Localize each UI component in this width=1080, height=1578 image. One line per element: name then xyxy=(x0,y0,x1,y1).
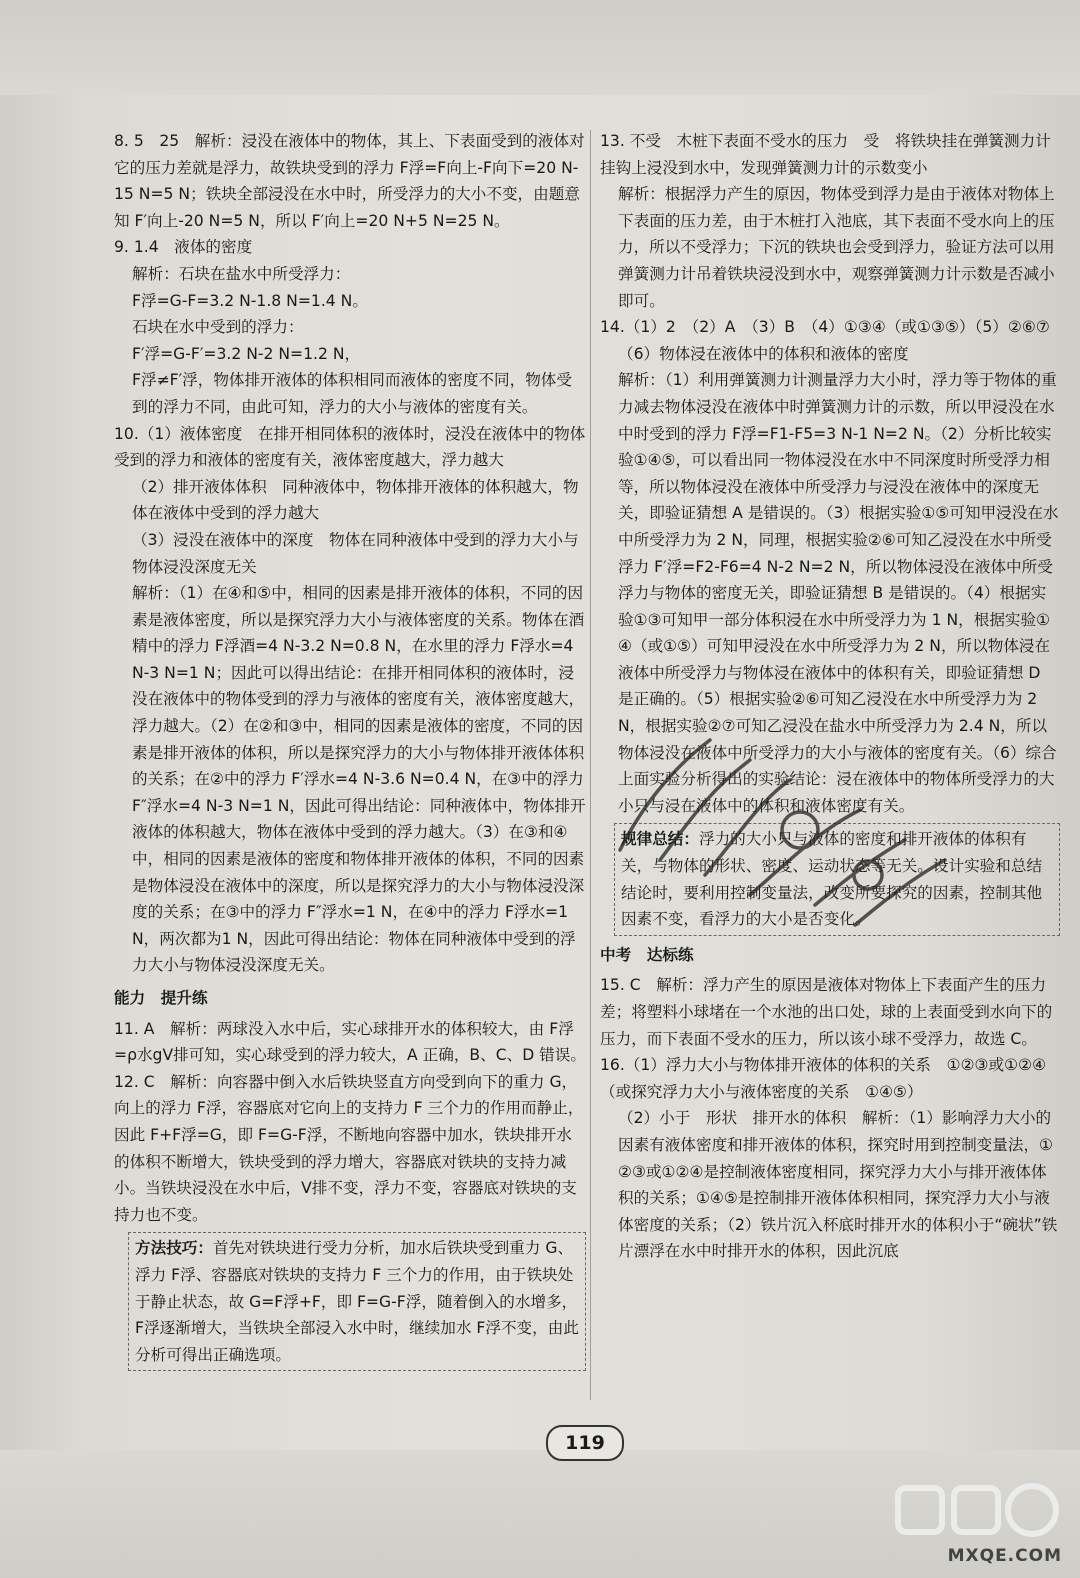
watermark-logo xyxy=(880,1480,1070,1570)
page-number: 119 xyxy=(546,1425,624,1461)
method-tip-tag: 方法技巧： xyxy=(135,1239,213,1258)
answer-16-part-1: 16.（1）浮力大小与物体排开液体的体积的关系 ①②③或①②④（或探究浮力大小与液体密度的关系 ①④⑤） xyxy=(600,1056,1047,1101)
page-top-edge xyxy=(0,0,1080,95)
section-heading-ability: 能力 提升练 xyxy=(114,989,208,1007)
watermark-url: MXQE.COM xyxy=(947,1546,1062,1566)
answer-9-line-2: F浮=G-F=3.2 N-1.8 N=1.4 N。 xyxy=(132,291,368,310)
answer-14-part-6: （6）物体浸在液体中的体积和液体的密度 xyxy=(618,344,909,363)
answer-16-part-2: （2）小于 形状 排开水的体积 解析：（1）影响浮力大小的因素有液体密度和排开液体的体积，探究时用到控制变量法，①②③或①②④是控制液体密度相同，探究浮力大小与排开液体体积的关系；①④⑤是控制排开液体体积相同，探究浮力大小与液体密度的关系；（2）铁片沉入杯底时排开水的体积小于“碗状”铁片漂浮在水中时排开水的体积，因此沉底 xyxy=(618,1109,1058,1261)
answer-11: 11. A 解析：两球没入水中后，实心球排开水的体积较大，由 F浮=ρ水gV排可知，实心球受到的浮力较大，A 正确，B、C、D 错误。 xyxy=(114,1019,586,1065)
answer-13: 13. 不受 木桩下表面不受水的压力 受 将铁块挂在弹簧测力计挂钩上浸没到水中，发现弹簧测力计的示数变小 xyxy=(600,132,1051,177)
answer-13-analysis: 解析：根据浮力产生的原因，物体受到浮力是由于液体对物体上下表面的压力差，由于木桩打入池底，其下表面不受水向上的压力，所以不受浮力；下沉的铁块也会受到浮力，验证方法可以用弹簧测力计吊着铁块浸没到水中，观察弹簧测力计示数是否减小即可。 xyxy=(618,185,1055,310)
column-divider xyxy=(590,130,591,1400)
rule-summary-box xyxy=(614,823,1060,935)
answer-9-head: 9. 1.4 液体的密度 xyxy=(114,238,253,257)
answer-9-line-1: 解析：石块在盐水中所受浮力： xyxy=(132,264,351,283)
answer-12: 12. C 解析：向容器中倒入水后铁块竖直方向受到向下的重力 G，向上的浮力 F浮，容器底对它向上的支持力 F 三个力的作用而静止，因此 F+F浮=G，即 F=G-F浮，不断地向容器中加水，铁块排开水的体积不断增大，铁块受到的浮力增大，容器底对铁块的支持力减小。当铁块浸没在水中后，V排不变，浮力不变，容器底对铁块的支持力也不变。 xyxy=(114,1072,584,1224)
left-column xyxy=(114,128,589,1375)
answer-14: 14.（1）2 （2）A （3）B （4）①③④（或①③⑤）（5）②⑥⑦ xyxy=(600,318,1050,337)
rule-summary-tag: 规律总结： xyxy=(621,830,699,849)
answer-10-part-2: （2）排开液体体积 同种液体中，物体排开液体的体积越大，物体在液体中受到的浮力越大 xyxy=(132,477,579,523)
answer-10-analysis: 解析：（1）在④和⑤中，相同的因素是排开液体的体积，不同的因素是液体密度，所以是探究浮力大小与液体密度的关系。物体在酒精中的浮力 F浮酒=4 N-3.2 N=0.8 N，在水里的浮力 F浮水=4 N-3 N=1 N；因此可以得出结论：在排开相同体积的液体时，浸没在液体中的物体受到的浮力与液体的密度有关，液体密度越大，浮力越大。（2）在②和③中，相同的因素是液体的密度，不同的因素是排开液体的体积，所以是探究浮力的大小与物体排开液体体积的关系；在②中的浮力 F′浮水=4 N-3.6 N=0.4 N，在③中的浮力 F″浮水=4 N-3 N=1 N，因此可得出结论：同种液体中，物体排开液体的体积越大，物体在液体中受到的浮力越大。（3）在③和④中，相同的因素是液体的密度和物体排开液体的体积，不同的因素是物体浸没在液体中的深度，所以是探究浮力的大小与物体浸没深度的关系；在③中的浮力 F″浮水=1 N，在④中的浮力 F浮水=1 N，两次都为1 N，因此可得出结论：物体在同种液体中受到的浮力大小与物体浸没深度无关。 xyxy=(132,584,589,975)
rule-summary-body: 浮力的大小只与液体的密度和排开液体的体积有关，与物体的形状、密度、运动状态等无关。设计实验和总结结论时，要利用控制变量法，改变所要探究的因素，控制其他因素不变，看浮力的大小是否变化。 xyxy=(621,830,1043,929)
method-tip-box xyxy=(128,1232,586,1371)
answer-10-part-1: 10.（1）液体密度 在排开相同体积的液体时，浸没在液体中的物体受到的浮力和液体的密度有关，液体密度越大，浮力越大 xyxy=(114,424,586,470)
logo-graphic-icon xyxy=(880,1480,1070,1544)
answer-9-line-5: F浮≠F′浮，物体排开液体的体积相同而液体的密度不同，物体受到的浮力不同，由此可知，浮力的大小与液体的密度有关。 xyxy=(132,371,572,416)
answer-9-line-3: 石块在水中受到的浮力： xyxy=(132,318,304,337)
answer-10-part-3: （3）浸没在液体中的深度 物体在同种液体中受到的浮力大小与物体浸没深度无关 xyxy=(132,530,579,576)
answer-9-line-4: F′浮=G-F′=3.2 N-2 N=1.2 N， xyxy=(132,344,361,363)
answer-15: 15. C 解析：浮力产生的原因是液体对物体上下表面产生的压力差；将塑料小球堵在一个水池的出口处，球的上表面受到水向下的压力，而下表面不受水的压力，所以该小球不受浮力，故选 C。 xyxy=(600,976,1053,1048)
right-column xyxy=(600,128,1060,1265)
section-heading-exam: 中考 达标练 xyxy=(600,945,694,964)
answer-8: 8. 5 25 解析：浸没在液体中的物体，其上、下表面受到的液体对它的压力差就是浮力，故铁块受到的浮力 F浮=F向上-F向下=20 N-15 N=5 N；铁块全部浸没在水中时，所受浮力的大小不变，由题意知 F′向上-20 N=5 N，所以 F′向上=20 N+5 N=25 N。 xyxy=(114,132,585,230)
method-tip-body: 首先对铁块进行受力分析，加水后铁块受到重力 G、浮力 F浮、容器底对铁块的支持力 F 三个力的作用，由于铁块处于静止状态，故 G=F浮+F，即 F=G-F浮，随着倒入的水增多，F浮逐渐增大，当铁块全部浸入水中时，继续加水 F浮不变，由此分析可得出正确选项。 xyxy=(135,1239,579,1364)
answer-14-analysis: 解析：（1）利用弹簧测力计测量浮力大小时，浮力等于物体的重力减去物体浸没在液体中时弹簧测力计的示数，所以甲浸没在水中时受到的浮力 F浮=F1-F5=3 N-1 N=2 N。（2）分析比较实验①④⑤，可以看出同一物体浸没在水中不同深度时所受浮力相等，所以物体浸没在液体中所受浮力与浸没在液体中的深度无关，即验证猜想 A 是错误的。（3）根据实验①⑤可知甲浸没在水中所受浮力为 2 N，同理，根据实验②⑥可知乙浸没在水中所受浮力 F′浮=F2-F6=4 N-2 N=2 N，所以物体浸没在液体中所受浮力与物体的密度无关，即验证猜想 B 是错误的。（4）根据实验①③可知甲一部分体积浸在水中所受浮力为 1 N，根据实验①④（或①⑤）可知甲浸没在水中所受浮力为 2 N，所以物体浸在液体中所受浮力与物体浸在液体中的体积有关，即验证猜想 D 是正确的。（5）根据实验②⑥可知乙浸没在水中所受浮力为 2 N，根据实验②⑦可知乙浸没在盐水中所受浮力为 2.4 N，所以物体浸没在液体中所受浮力的大小与液体的密度有关。（6）综合上面实验分析得出的实验结论：浸在液体中的物体所受浮力的大小只与浸在液体中的体积和液体密度有关。 xyxy=(618,371,1059,815)
